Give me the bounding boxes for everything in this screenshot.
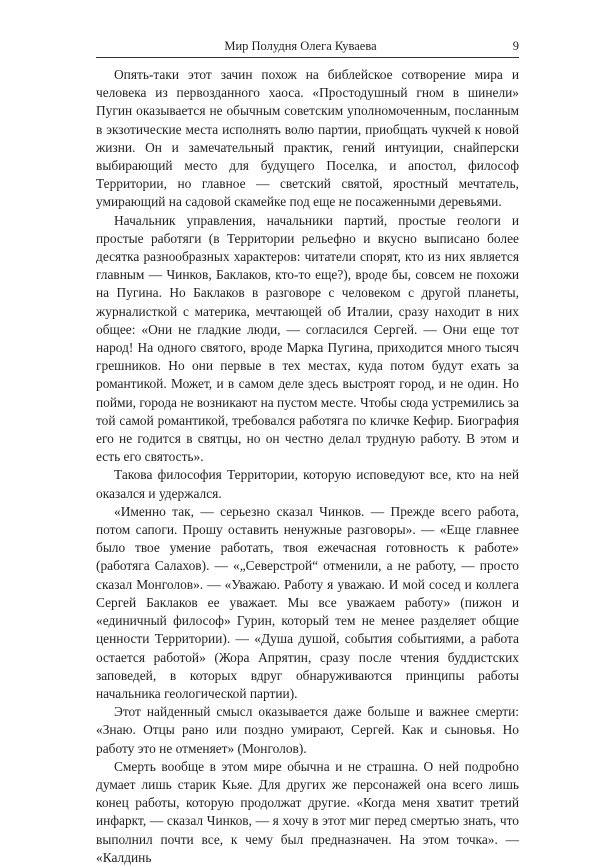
book-page: [96, 38, 519, 867]
paragraph-6: Смерть вообще в этом мире обычна и не страшна. О ней подробно думает лишь старик Кьяе. Для других же персонажей она всего лишь конец работы, которую продолжат другие. «Когда меня хватит третий инфаркт, — сказал Чинков, — я хочу в этот миг перед смертью знать, что выполнил почти все, к чему был предназначен. На этом точка». — «Калдинь: [96, 758, 519, 865]
running-title: Мир Полудня Олега Куваева: [224, 39, 377, 53]
paragraph-2: Начальник управления, начальники партий, простые геологи и простые работяги (в Территории рельефно и вкусно выписано более десятка разнообразных характеров: читатели спорят, кто из них является главным — Чинков, Баклаков, кто-то еще?), вроде бы, совсем не похожи на Пугина. Но Баклаков в разговоре с человеком с другой планеты, журналисткой с материка, мечтающей об Италии, сразу находит в них общее: «Они не гладкие люди, — согласился Сергей. — Они еще тот народ! На одного святого, вроде Марка Пугина, приходится много тысяч грешников. Но они первые в тех местах, куда потом будут ехать за романтикой. Может, и в самом деле здесь выстроят город, и не один. Но пойми, города не возникают на пустом месте. Чтобы сюда устремились за той самой романтикой, требовался работяга по кличке Кефир. Биография его не годится в святцы, но он честно делал трудную работу. В этом и есть его святость».: [96, 212, 519, 465]
page-number: 9: [512, 39, 519, 53]
paragraph-1: Опять-таки этот зачин похож на библейское сотворение мира и человека из первозданного хаоса. «Простодушный гном в шинели» Пугин оказывается не обычным советским уполномоченным, посланным в экзотические места исполнять волю партии, приобщать чукчей к новой жизни. Он и замечательный практик, гений интуиции, снайперски выбирающий место для будущего Поселка, и апостол, философ Территории, но главное — светский святой, яростный мечтатель, умирающий на садовой скамейке под еще не посаженными деревьями.: [96, 67, 519, 210]
running-header: [96, 38, 519, 58]
body-text: [96, 66, 519, 867]
paragraph-5: Этот найденный смысл оказывается даже больше и важнее смерти: «Знаю. Отцы рано или поздно умирают, Сергей. Как и сыновья. Но работу это не отменяет» (Монголов).: [96, 704, 519, 756]
paragraph-4: «Именно так, — серьезно сказал Чинков. — Прежде всего работа, потом сапоги. Прошу оставить ненужные разговоры». — «Еще главнее было твое умение работать, твоя ежечасная готовность к работе» (работяга Салахов). — «„Северстрой“ отменили, а не работу, — просто сказал Монголов». — «Уважаю. Работу я уважаю. И мой сосед и коллега Сергей Баклаков ее уважает. Мы все уважаем работу» (пижон и «единичный философ» Гурин, который тем не менее разделяет общие ценности Территории). — «Душа душой, события событиями, а работа остается работой» (Жора Апрятин, сразу после чтения буддистских заповедей, в которых вдруг обнаруживаются принципы работы начальника геологической партии).: [96, 503, 519, 701]
paragraph-3: Такова философия Территории, которую исповедуют все, кто на ней оказался и удержался.: [96, 467, 519, 501]
